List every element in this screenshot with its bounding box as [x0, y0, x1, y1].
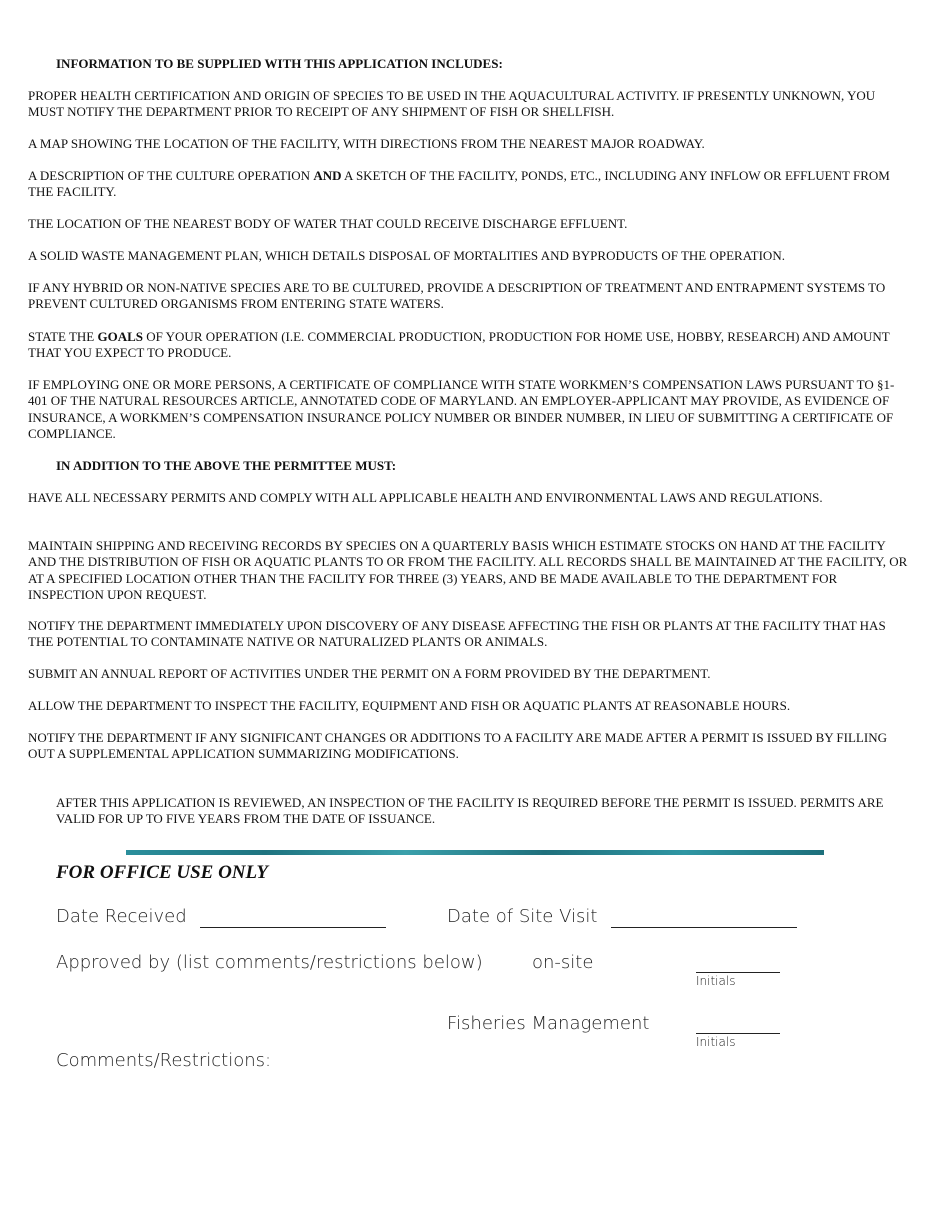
date-received-label: Date Received	[56, 906, 187, 927]
permittee-permits: HAVE ALL NECESSARY PERMITS AND COMPLY WITH ALL APPLICABLE HEALTH AND ENVIRONMENTAL LAWS AND REGULATIONS.	[28, 490, 823, 505]
permittee-annual-report: SUBMIT AN ANNUAL REPORT OF ACTIVITIES UNDER THE PERMIT ON A FORM PROVIDED BY THE DEPARTMENT.	[28, 666, 711, 681]
date-site-visit-line[interactable]	[611, 909, 797, 928]
permittee-records: MAINTAIN SHIPPING AND RECEIVING RECORDS BY SPECIES ON A QUARTERLY BASIS WHICH ESTIMATE STOCKS ON HAND AT THE FACILITY AND THE DISTRIBUTION OF FISH OR AQUATIC PLANTS TO OR FROM THE FACILITY. ALL RECORDS SHALL BE MAINTAINED AT THE FACILITY, OR AT A SPECIFIED LOCATION OTHER THAN THE FACILITY FOR THREE (3) YEARS, AND BE MADE AVAILABLE TO THE DEPARTMENT FOR INSPECTION UPON REQUEST.	[28, 538, 908, 602]
fisheries-management-label: Fisheries Management	[447, 1013, 650, 1034]
requirement-waste-plan: A SOLID WASTE MANAGEMENT PLAN, WHICH DETAILS DISPOSAL OF MORTALITIES AND BYPRODUCTS OF THE OPERATION.	[28, 248, 785, 263]
requirement-nearest-water: THE LOCATION OF THE NEAREST BODY OF WATER THAT COULD RECEIVE DISCHARGE EFFLUENT.	[28, 216, 628, 231]
on-site-initials-label: Initials	[696, 974, 736, 988]
requirement-goals: STATE THE GOALS OF YOUR OPERATION (I.E. COMMERCIAL PRODUCTION, PRODUCTION FOR HOME USE, HOBBY, RESEARCH) AND AMOUNT THAT YOU EXPECT TO PRODUCE.	[28, 329, 890, 361]
fisheries-initials-label: Initials	[696, 1035, 736, 1049]
permittee-inspection: ALLOW THE DEPARTMENT TO INSPECT THE FACILITY, EQUIPMENT AND FISH OR AQUATIC PLANTS AT REASONABLE HOURS.	[28, 698, 791, 713]
approved-by-label: Approved by (list comments/restrictions below)	[56, 952, 483, 973]
divider-bar	[126, 850, 824, 855]
requirement-culture-description: A DESCRIPTION OF THE CULTURE OPERATION AND A SKETCH OF THE FACILITY, PONDS, ETC., INCLUDING ANY INFLOW OR EFFLUENT FROM THE FACILITY.	[28, 168, 890, 200]
date-site-visit-label: Date of Site Visit	[447, 906, 598, 927]
requirement-workmens-compensation: IF EMPLOYING ONE OR MORE PERSONS, A CERTIFICATE OF COMPLIANCE WITH STATE WORKMEN’S COMPENSATION LAWS PURSUANT TO §1-401 OF THE NATURAL RESOURCES ARTICLE, ANNOTATED CODE OF MARYLAND. AN EMPLOYER-APPLICANT MAY PROVIDE, AS EVIDENCE OF INSURANCE, A WORKMEN’S COMPENSATION INSURANCE POLICY NUMBER OR BINDER NUMBER, IN LIEU OF SUBMITTING A CERTIFICATE OF COMPLIANCE.	[28, 377, 895, 441]
section2-heading: IN ADDITION TO THE ABOVE THE PERMITTEE MUST:	[56, 458, 397, 473]
date-received-field	[56, 906, 386, 928]
requirement-health-certification: PROPER HEALTH CERTIFICATION AND ORIGIN OF SPECIES TO BE USED IN THE AQUACULTURAL ACTIVITY. IF PRESENTLY UNKNOWN, YOU MUST NOTIFY THE DEPARTMENT PRIOR TO RECEIPT OF ANY SHIPMENT OF FISH OR SHELLFISH.	[28, 88, 876, 120]
section1-heading: INFORMATION TO BE SUPPLIED WITH THIS APPLICATION INCLUDES:	[56, 56, 503, 71]
office-use-title: FOR OFFICE USE ONLY	[56, 862, 269, 883]
inspection-notice: AFTER THIS APPLICATION IS REVIEWED, AN INSPECTION OF THE FACILITY IS REQUIRED BEFORE THE PERMIT IS ISSUED. PERMITS ARE VALID FOR UP TO FIVE YEARS FROM THE DATE OF ISSUANCE.	[56, 795, 884, 827]
on-site-initials-line[interactable]	[696, 954, 780, 973]
date-site-visit-field	[447, 906, 797, 928]
on-site-label: on-site	[532, 952, 594, 973]
requirement-map: A MAP SHOWING THE LOCATION OF THE FACILITY, WITH DIRECTIONS FROM THE NEAREST MAJOR ROADWAY.	[28, 136, 705, 151]
comments-label: Comments/Restrictions:	[56, 1050, 272, 1071]
permittee-changes: NOTIFY THE DEPARTMENT IF ANY SIGNIFICANT CHANGES OR ADDITIONS TO A FACILITY ARE MADE AFTER A PERMIT IS ISSUED BY FILLING OUT A SUPPLEMENTAL APPLICATION SUMMARIZING MODIFICATIONS.	[28, 730, 887, 762]
permittee-disease: NOTIFY THE DEPARTMENT IMMEDIATELY UPON DISCOVERY OF ANY DISEASE AFFECTING THE FISH OR PLANTS AT THE FACILITY THAT HAS THE POTENTIAL TO CONTAMINATE NATIVE OR NATURALIZED PLANTS OR ANIMALS.	[28, 618, 886, 650]
fisheries-initials-line[interactable]	[696, 1015, 780, 1034]
requirement-hybrid-species: IF ANY HYBRID OR NON-NATIVE SPECIES ARE TO BE CULTURED, PROVIDE A DESCRIPTION OF TREATMENT AND ENTRAPMENT SYSTEMS TO PREVENT CULTURED ORGANISMS FROM ENTERING STATE WATERS.	[28, 280, 886, 312]
date-received-line[interactable]	[200, 909, 386, 928]
